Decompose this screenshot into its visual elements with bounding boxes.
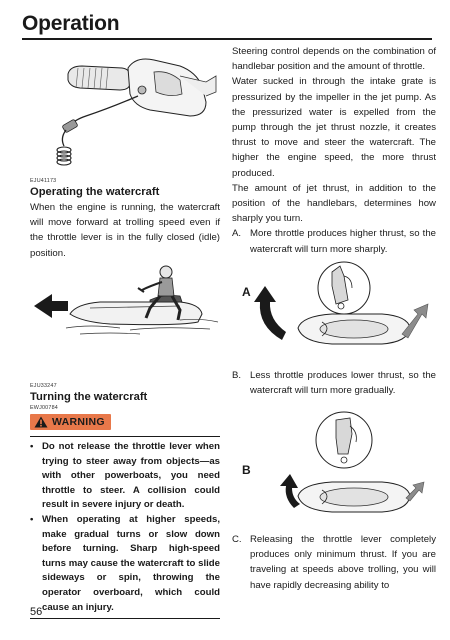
turn-arrow-icon: [254, 286, 286, 340]
handlebar-lanyard-illustration: [30, 46, 220, 176]
list-item: [30, 513, 220, 615]
steering-paragraph: Steering control depends on the combination of handlebar position and the amount of throttle.: [232, 46, 436, 73]
page-title: Operation: [22, 12, 120, 35]
section-heading-turning: Turning the watercraft: [30, 391, 148, 403]
list-item: [30, 440, 220, 513]
warning-label: WARNING: [52, 416, 105, 428]
rider-on-watercraft-illustration: [30, 262, 220, 342]
warning-top-rule: [30, 436, 220, 437]
sharp-turn-illustration: [232, 256, 436, 356]
jet-pump-paragraph: Water sucked in through the intake grate is pressurized by the impeller in the jet pump. As the pressurized water is expelled from the pump through the jet thrust nozzle, it creates thrust to move and steer the watercraft. The higher the engine speed, the more thrust produced.: [232, 76, 436, 179]
warning-bottom-rule: [30, 618, 220, 619]
warning-badge: [30, 414, 111, 430]
section-heading-operating: Operating the watercraft: [30, 186, 160, 198]
thrust-paragraph: The amount of jet thrust, in addition to the position of the handlebars, determines how sharply you turn.: [232, 182, 436, 225]
list-marker-a: A.: [232, 228, 242, 240]
gradual-turn-illustration: [232, 404, 436, 522]
figure-b: [232, 404, 436, 522]
list-item-b: [232, 368, 436, 398]
warning-bullet-text: Do not release the throttle lever when trying to steer away from objects—as with other powerboats, you need throttle to steer. A collision could result in severe injury or death.: [42, 441, 220, 511]
header-rule: [22, 38, 432, 40]
operating-paragraph: When the engine is running, the watercraft will move forward at trolling speed even if the throttle lever is in the fully closed (idle) position.: [30, 202, 220, 259]
direction-arrow: [34, 294, 68, 318]
figure-b-label: B: [242, 463, 251, 477]
figure-a-label: A: [242, 285, 251, 299]
section-code: EJU41173: [30, 178, 57, 184]
turn-arrow-icon: [280, 474, 300, 508]
warning-triangle-icon: [34, 416, 48, 428]
rider-figure: [30, 262, 220, 342]
list-marker-c: C.: [232, 534, 242, 545]
warning-bullet-text: When operating at higher speeds, make gradual turns or slow down before turning. Sharp high-speed turns may cause the watercraft to slide sideways or spin, throwing the operator overboard, which could cause an injury.: [42, 513, 220, 613]
list-item-c: [232, 532, 436, 593]
list-item-a: [232, 226, 436, 256]
handlebar-lanyard-figure: [30, 46, 220, 176]
list-marker-b: B.: [232, 370, 242, 381]
warning-bullet-list: [30, 440, 220, 615]
list-text-b: Less throttle produces lower thrust, so the watercraft will turn more gradually.: [250, 370, 436, 397]
bullet-icon: •: [30, 513, 34, 525]
section-code-turning: EJU33247: [30, 383, 57, 389]
bullet-icon: •: [30, 441, 34, 452]
figure-a: [232, 256, 436, 356]
list-text-c: Releasing the throttle lever completely produces only minimum thrust. If you are traveling at speeds above trolling, you will have rapidly decreasing ability to: [250, 534, 436, 591]
page-number: 56: [30, 606, 43, 618]
list-text-a: More throttle produces higher thrust, so the watercraft will turn more sharply.: [250, 228, 436, 255]
warning-code: EWJ00784: [30, 405, 58, 411]
